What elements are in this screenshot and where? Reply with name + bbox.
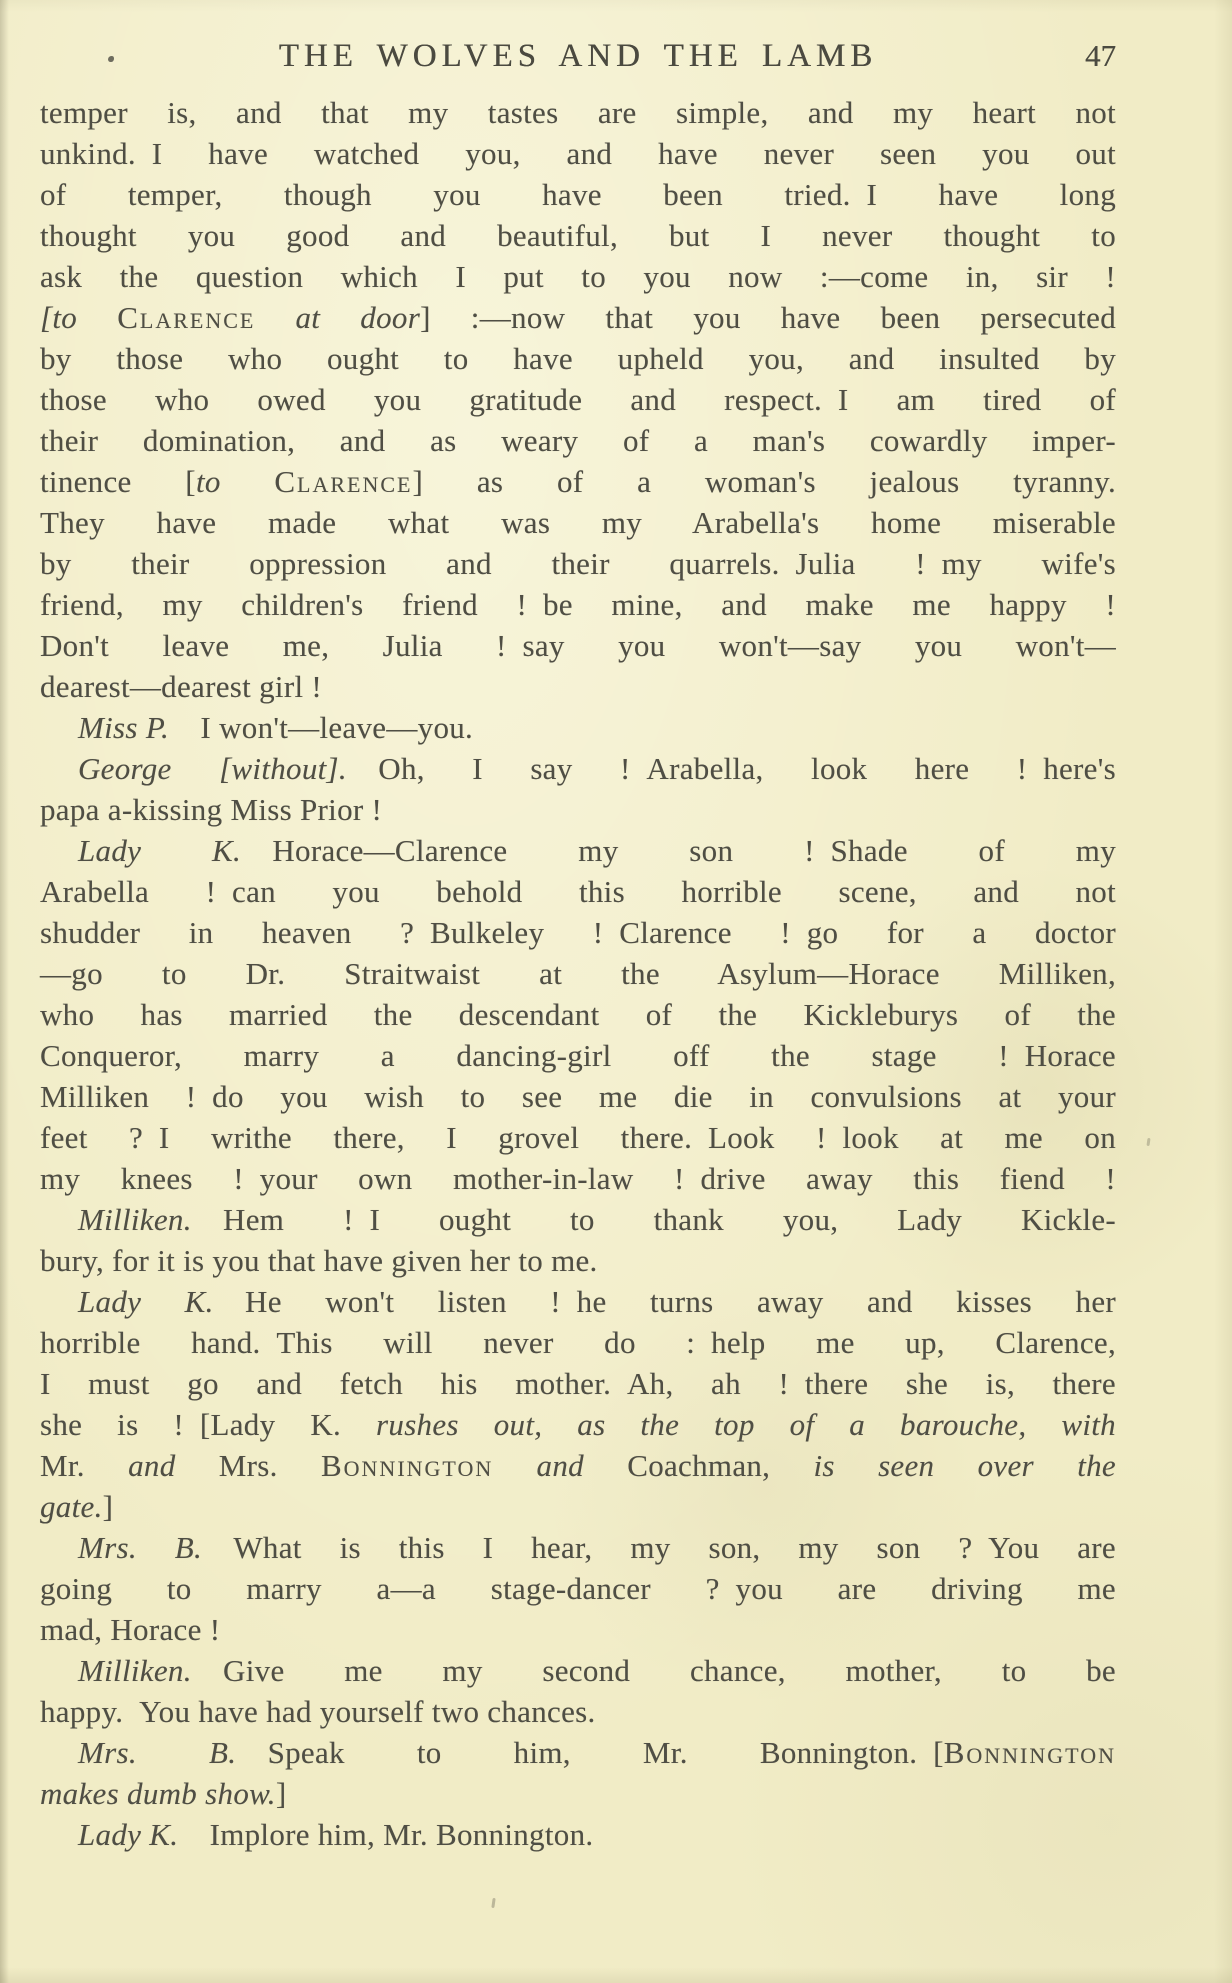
text-line [40,1445,1116,1486]
text-line [40,625,1116,666]
text-line [40,707,1116,748]
text-run: Give me my second chance, mother, to be [223,1653,1116,1688]
text-run: Arabella ! can you behold this horrible scene, and not [40,874,1116,909]
text-line [40,256,1116,297]
text-run: horrible hand. This will never do : help me up, Clarence, [40,1325,1116,1360]
text-run: ] :—now that you have been persecuted [420,300,1116,335]
text-run: bury, for it is you that have given her to me. [40,1243,598,1278]
text-run: ] [275,1776,287,1811]
ink-speck [491,1898,495,1908]
text-run: feet ? I writhe there, I grovel there. Look ! look at me on [40,1120,1116,1155]
text-run: Mr. [40,1448,129,1483]
text-line [40,1240,1116,1281]
text-run: I won't—leave—you. [200,710,474,745]
text-run: Implore him, Mr. Bonnington. [209,1817,594,1852]
text-line [40,748,1116,789]
text-run: ask the question which I put to you now :—come in, sir ! [40,259,1116,294]
text-line [40,1404,1116,1445]
text-run: They have made what was my Arabella's home miserable [40,505,1116,540]
text-run: Coachman, [583,1448,771,1483]
text-run: Conqueror, marry a dancing-girl off the stage ! Horace [40,1038,1116,1073]
text-run: mad, Horace ! [40,1612,221,1647]
text-line [40,215,1116,256]
text-line [40,297,1116,338]
text-line [40,1199,1116,1240]
text-run: she is ! [Lady K. [40,1407,377,1442]
text-run: who has married the descendant of the Kickleburys of the [40,997,1116,1032]
text-line [40,1609,1116,1650]
smallcaps-name: Bonnington [943,1735,1116,1770]
text-line [40,1527,1116,1568]
text-run: Don't leave me, Julia ! say you won't—say you won't— [40,628,1116,663]
text-run: their domination, and as weary of a man's cowardly imper- [40,423,1116,458]
smallcaps-name: Bonnington [320,1448,494,1483]
text-run: Hem ! I ought to thank you, Lady Kickle- [223,1202,1116,1237]
text-run: Speak to him, Mr. Bonnington. [ [267,1735,944,1770]
text-line [40,92,1116,133]
text-run: unkind. I have watched you, and have never seen you out [40,136,1116,171]
text-line [40,1035,1116,1076]
text-line [40,1568,1116,1609]
text-run: Oh, I say ! Arabella, look here ! here's [378,751,1116,786]
italic-text: Lady K. [78,1284,246,1319]
italic-text: to [195,464,275,499]
smallcaps-name: Clarence [274,464,413,499]
italic-text: at door [255,300,421,335]
ink-speck [1146,1138,1150,1146]
text-line [40,830,1116,871]
text-run: tinence [ [40,464,196,499]
text-line [40,420,1116,461]
italic-text: [to [40,300,118,335]
text-run: ] as of a woman's jealous tyranny. [412,464,1116,499]
text-line [40,871,1116,912]
italic-text: gate. [40,1489,103,1524]
text-column [40,92,1116,1855]
italic-text: rushes out, as the top of a barouche, with [376,1407,1116,1442]
text-run: shudder in heaven ? Bulkeley ! Clarence ! go for a doctor [40,915,1116,950]
text-run: Milliken ! do you wish to see me die in convulsions at your [40,1079,1116,1114]
text-line [40,953,1116,994]
text-line [40,789,1116,830]
text-run: What is this I hear, my son, my son ? You are [233,1530,1116,1565]
italic-text: makes dumb show. [40,1776,276,1811]
text-run: I must go and fetch his mother. Ah, ah ! there she is, there [40,1366,1116,1401]
text-line [40,1732,1116,1773]
italic-text: Mrs. B. [78,1530,234,1565]
text-line [40,1363,1116,1404]
text-line [40,666,1116,707]
italic-text: and [493,1448,584,1483]
text-run: happy. You have had yourself two chances. [40,1694,596,1729]
text-line [40,461,1116,502]
italic-text: Lady K. [78,833,273,868]
running-title: THE WOLVES AND THE LAMB [278,38,878,74]
text-line [40,1281,1116,1322]
text-line [40,1486,1116,1527]
text-run: of temper, though you have been tried. I have long [40,177,1116,212]
text-line [40,1322,1116,1363]
text-run: thought you good and beautiful, but I never thought to [40,218,1116,253]
text-run: going to marry a—a stage-dancer ? you are driving me [40,1571,1116,1606]
text-line [40,1814,1116,1855]
text-line [40,133,1116,174]
text-run: by those who ought to have upheld you, and insulted by [40,341,1116,376]
italic-text: is seen over the [770,1448,1116,1483]
page-number: 47 [1085,38,1116,73]
italic-text: Milliken. [78,1653,224,1688]
text-run: by their oppression and their quarrels. Julia ! my wife's [40,546,1116,581]
text-line [40,502,1116,543]
italic-text: Mrs. B. [78,1735,268,1770]
text-line [40,1117,1116,1158]
text-run: papa a-kissing Miss Prior ! [40,792,383,827]
text-run: dearest—dearest girl ! [40,669,323,704]
smallcaps-name: Clarence [117,300,256,335]
text-run: —go to Dr. Straitwaist at the Asylum—Horace Milliken, [40,956,1116,991]
text-line [40,1773,1116,1814]
text-line [40,174,1116,215]
text-line [40,584,1116,625]
text-line [40,994,1116,1035]
italic-text: Lady K. [78,1817,210,1852]
text-run: my knees ! your own mother-in-law ! drive away this fiend ! [40,1161,1116,1196]
text-run: He won't listen ! he turns away and kisses her [245,1284,1117,1319]
text-line [40,1691,1116,1732]
text-line [40,912,1116,953]
text-run: ] [102,1489,114,1524]
italic-text: George [without]. [78,751,379,786]
text-run: temper is, and that my tastes are simple, and my heart not [40,95,1116,130]
text-run: Horace—Clarence my son ! Shade of my [272,833,1117,868]
text-line [40,338,1116,379]
text-run: friend, my children's friend ! be mine, and make me happy ! [40,587,1116,622]
text-line [40,1076,1116,1117]
text-line [40,543,1116,584]
text-run: those who owed you gratitude and respect. I am tired of [40,382,1116,417]
italic-text: and [128,1448,176,1483]
italic-text: Miss P. [78,710,201,745]
italic-text: Milliken. [78,1202,224,1237]
text-line [40,1158,1116,1199]
text-line [40,379,1116,420]
text-line [40,1650,1116,1691]
text-run: Mrs. [175,1448,321,1483]
